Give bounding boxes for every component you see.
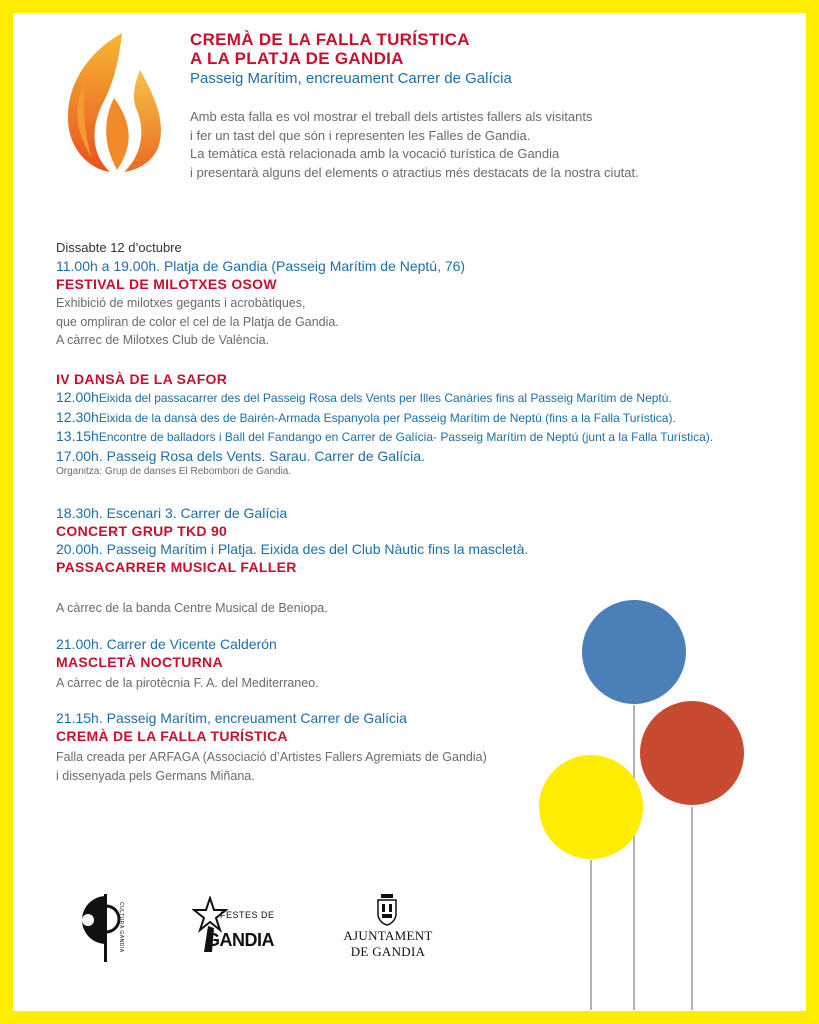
dansa-row (56, 408, 713, 428)
festival-body-line: Exhibició de milotxes gegants i acrobàtiques, (56, 296, 306, 310)
dansa-row-text: Eixida del passacarrer des del Passeig Rosa dels Vents per Illes Canàries fins al Passeig Marítim de Neptú. (98, 391, 672, 405)
passacarrer-title: PASSACARRER MUSICAL FALLER (56, 559, 297, 575)
header-title (190, 30, 470, 68)
program-date: Dissabte 12 d’octubre (56, 240, 182, 255)
crema-time: 21.15h. Passeig Marítim, encreuament Carrer de Galícia (56, 710, 407, 726)
crema-body-line: i dissenyada pels Germans Miñana. (56, 768, 255, 783)
festival-body (56, 294, 339, 350)
balloons (530, 595, 760, 1015)
balloon-red (640, 701, 744, 805)
dansa-row-text: Eixida de la dansà des de Bairén-Armada Espanyola per Passeig Marítim de Neptú (fins a la Falla Turística). (98, 410, 676, 425)
dansa-row-time: 13.15h (56, 428, 99, 444)
header-description (190, 108, 639, 182)
festes-logo-small: FESTES DE (220, 910, 275, 920)
flame-icon (62, 30, 172, 175)
dansa-row-time: 12.30h (56, 408, 99, 425)
concert-title: CONCERT GRUP TKD 90 (56, 523, 228, 539)
festes-logo-big: GANDIA (206, 930, 274, 950)
cultura-logo (78, 892, 138, 967)
dansa-organizer: Organitza: Grup de danses El Rebombori de Gandia. (56, 466, 292, 477)
crema-body (56, 748, 487, 785)
header-description-line: i fer un tast del que són i representen les Falles de Gandia. (190, 127, 531, 143)
crema-body-line: Falla creada per ARFAGA (Associació d’Artistes Fallers Agremiats de Gandia) (56, 750, 487, 764)
festival-body-line: que ompliran de color el cel de la Platja de Gandia. (56, 314, 339, 329)
header-description-line: Amb esta falla es vol mostrar el treball dels artistes fallers als visitants (190, 109, 593, 124)
passacarrer-time: 20.00h. Passeig Marítim i Platja. Eixida des del Club Nàutic fins la mascletà. (56, 541, 529, 557)
header-title-line1: CREMÀ DE LA FALLA TURÍSTICA (190, 30, 470, 49)
ajuntament-line2: DE GANDIA (350, 944, 426, 959)
dansa-schedule (56, 388, 713, 466)
dansa-row-last: 17.00h. Passeig Rosa dels Vents. Sarau. Carrer de Galícia. (56, 447, 425, 464)
mascleta-title: MASCLETÀ NOCTURNA (56, 654, 223, 670)
dansa-title: IV DANSÀ DE LA SAFOR (56, 371, 228, 387)
header-location: Passeig Marítim, encreuament Carrer de Galícia (190, 70, 512, 87)
concert-time: 18.30h. Escenari 3. Carrer de Galícia (56, 505, 288, 521)
ajuntament-crest-icon (374, 892, 400, 926)
dansa-row-time: 12.00h (56, 389, 99, 405)
header-title-line2: A LA PLATJA DE GANDIA (190, 49, 404, 68)
crema-title: CREMÀ DE LA FALLA TURÍSTICA (56, 728, 288, 744)
header-description-line: i presentarà alguns del elements o atractius més destacats de la nostra ciutat. (190, 164, 639, 180)
dansa-row (56, 427, 713, 447)
ajuntament-logo (338, 892, 438, 964)
festival-time: 11.00h a 19.00h. Platja de Gandia (Passeig Marítim de Neptú, 76) (56, 258, 466, 274)
festival-body-line: A càrrec de Milotxes Club de València. (56, 333, 270, 347)
balloon-yellow (539, 755, 643, 859)
mascleta-body: A càrrec de la pirotècnia F. A. del Mediterraneo. (56, 676, 319, 690)
header-description-line: La temàtica està relacionada amb la vocació turística de Gandia (190, 146, 560, 161)
dansa-row-text: Encontre de balladors i Ball del Fandango en Carrer de Galícia- Passeig Marítim de Neptú (junt a la Falla Turística). (98, 430, 714, 444)
balloon-blue (582, 600, 686, 704)
cultura-logo-text: CULTURA GANDIA (118, 902, 124, 953)
passacarrer-body: A càrrec de la banda Centre Musical de Beniopa. (56, 601, 328, 615)
ajuntament-line1: AJUNTAMENT (343, 928, 433, 943)
festival-title: FESTIVAL DE MILOTXES OSOW (56, 276, 277, 292)
festes-logo (192, 896, 292, 956)
mascleta-time: 21.00h. Carrer de Vicente Calderón (56, 636, 277, 652)
dansa-row (56, 388, 713, 408)
